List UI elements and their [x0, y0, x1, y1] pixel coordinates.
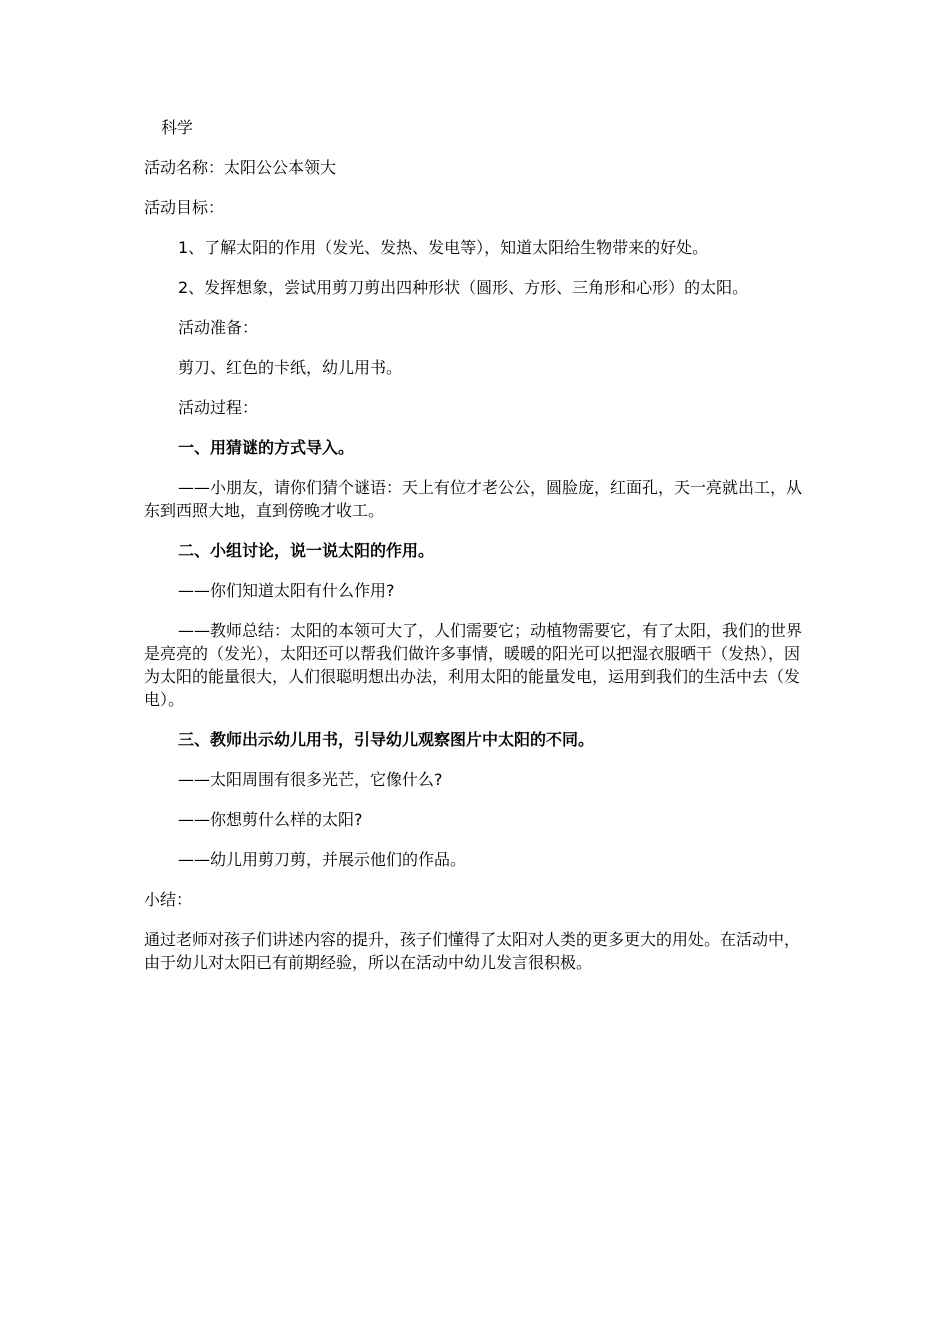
goal-2: 2、发挥想象，尝试用剪刀剪出四种形状（圆形、方形、三角形和心形）的太阳。: [178, 278, 749, 297]
step-2-summary: ——教师总结：太阳的本领可大了，人们需要它；动植物需要它，有了太阳，我们的世界是亮亮的（发光），太阳还可以帮我们做许多事情，暖暖的阳光可以把湿衣服晒干（发热），因为太阳的能量很大，人们很聪明想出办法，利用太阳的能量发电，运用到我们的生活中去（发电）。: [144, 621, 803, 709]
step-1-text: ——小朋友，请你们猜个谜语：天上有位才老公公，圆脸庞，红面孔，天一亮就出工，从东到西照大地，直到傍晚才收工。: [144, 478, 803, 520]
step-3-question-3: ——幼儿用剪刀剪，并展示他们的作品。: [178, 850, 467, 869]
goals-heading: 活动目标：: [144, 198, 225, 217]
step-2-question: ——你们知道太阳有什么作用?: [178, 581, 395, 600]
step-3-question-1: ——太阳周围有很多光芒，它像什么?: [178, 770, 443, 789]
prep-heading: 活动准备：: [178, 318, 259, 337]
summary-text: 通过老师对孩子们讲述内容的提升，孩子们懂得了太阳对人类的更多更大的用处。在活动中，由于幼儿对太阳已有前期经验，所以在活动中幼儿发言很积极。: [144, 930, 801, 972]
subject-label: 科学: [161, 118, 194, 137]
step-1-title: 一、用猜谜的方式导入。: [178, 438, 355, 457]
prep-text: 剪刀、红色的卡纸，幼儿用书。: [178, 358, 403, 377]
activity-name: 活动名称：太阳公公本领大: [144, 158, 337, 177]
step-2-title: 二、小组讨论，说一说太阳的作用。: [178, 541, 435, 560]
step-3-title: 三、教师出示幼儿用书，引导幼儿观察图片中太阳的不同。: [178, 730, 595, 749]
goal-1: 1、了解太阳的作用（发光、发热、发电等），知道太阳给生物带来的好处。: [178, 238, 709, 257]
step-3-question-2: ——你想剪什么样的太阳?: [178, 810, 363, 829]
summary-heading: 小结：: [144, 890, 193, 909]
document-body: [144, 116, 802, 991]
process-heading: 活动过程：: [178, 398, 259, 417]
